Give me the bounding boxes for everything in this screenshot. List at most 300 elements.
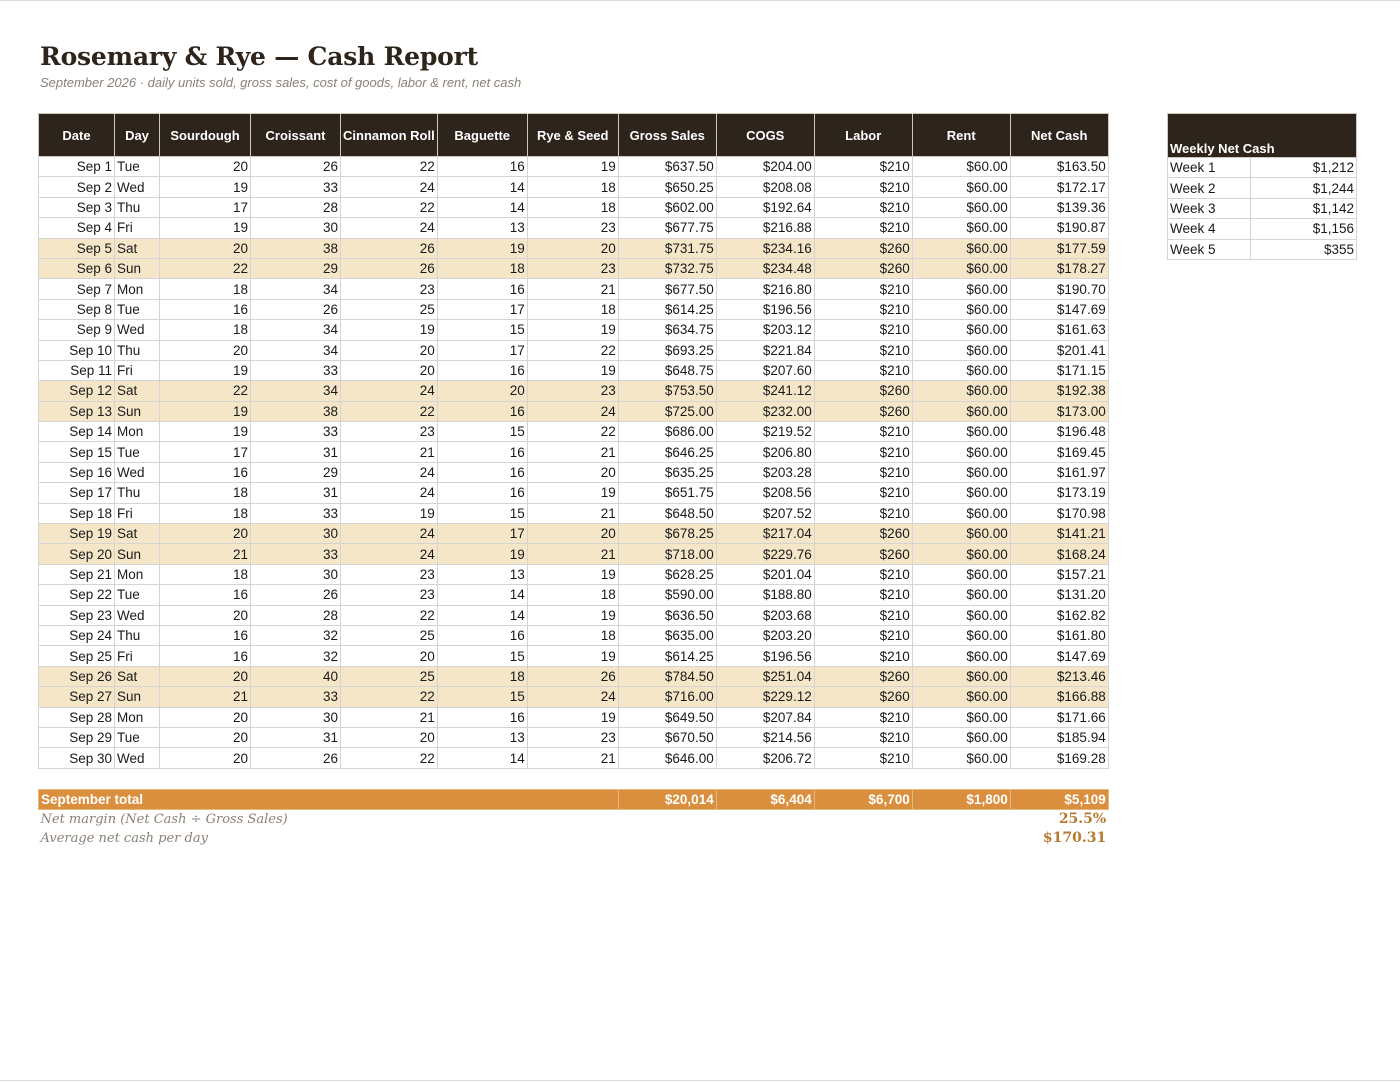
cell-day: Sun <box>115 544 160 564</box>
cell-croissant: 33 <box>251 422 341 442</box>
cell-rye-seed: 19 <box>527 707 618 727</box>
cell-day: Sun <box>115 687 160 707</box>
summary-label: Net margin (Net Cash ÷ Gross Sales) <box>40 811 288 827</box>
cell-labor: $210 <box>814 157 912 177</box>
cell-labor: $210 <box>814 483 912 503</box>
cell-net-cash: $173.19 <box>1010 483 1108 503</box>
cell-croissant: 31 <box>251 727 341 747</box>
cell-gross-sales: $634.75 <box>618 320 716 340</box>
cell-rye-seed: 22 <box>527 422 618 442</box>
cell-croissant: 31 <box>251 483 341 503</box>
weekly-row <box>1168 219 1357 239</box>
cell-baguette: 16 <box>437 483 527 503</box>
cell-baguette: 16 <box>437 279 527 299</box>
cell-rent: $60.00 <box>912 687 1010 707</box>
column-header-gross-sales: Gross Sales <box>618 114 716 157</box>
cell-date: Sep 30 <box>39 748 115 768</box>
cell-baguette: 16 <box>437 707 527 727</box>
table-row <box>39 381 1109 401</box>
cell-labor: $260 <box>814 258 912 278</box>
weekly-row <box>1168 178 1357 198</box>
cell-day: Thu <box>115 483 160 503</box>
cell-rye-seed: 19 <box>527 157 618 177</box>
cell-gross-sales: $602.00 <box>618 197 716 217</box>
cell-croissant: 29 <box>251 258 341 278</box>
cell-rye-seed: 18 <box>527 197 618 217</box>
summary-value: 25.5% <box>1058 811 1107 828</box>
cell-gross-sales: $651.75 <box>618 483 716 503</box>
cell-cinnamon-roll: 23 <box>341 585 438 605</box>
table-row <box>39 157 1109 177</box>
cell-rent: $60.00 <box>912 605 1010 625</box>
cell-cogs: $216.80 <box>716 279 814 299</box>
cell-sourdough: 16 <box>160 299 251 319</box>
cell-net-cash: $141.21 <box>1010 524 1108 544</box>
table-row <box>39 483 1109 503</box>
cell-cinnamon-roll: 22 <box>341 401 438 421</box>
cell-net-cash: $162.82 <box>1010 605 1108 625</box>
cell-rye-seed: 19 <box>527 646 618 666</box>
cell-date: Sep 28 <box>39 707 115 727</box>
cell-sourdough: 20 <box>160 727 251 747</box>
cell-baguette: 13 <box>437 564 527 584</box>
cell-rent: $60.00 <box>912 646 1010 666</box>
table-row <box>39 585 1109 605</box>
cell-gross-sales: $635.25 <box>618 462 716 482</box>
cell-cinnamon-roll: 21 <box>341 707 438 727</box>
cell-cinnamon-roll: 22 <box>341 605 438 625</box>
cell-croissant: 32 <box>251 646 341 666</box>
cell-net-cash: $170.98 <box>1010 503 1108 523</box>
cell-net-cash: $131.20 <box>1010 585 1108 605</box>
cell-gross-sales: $649.50 <box>618 707 716 727</box>
cell-cogs: $208.56 <box>716 483 814 503</box>
cell-croissant: 30 <box>251 524 341 544</box>
cell-sourdough: 19 <box>160 401 251 421</box>
cell-cogs: $229.76 <box>716 544 814 564</box>
september-total-row <box>39 789 1109 809</box>
cell-gross-sales: $678.25 <box>618 524 716 544</box>
cell-gross-sales: $628.25 <box>618 564 716 584</box>
cell-croissant: 26 <box>251 299 341 319</box>
cell-rye-seed: 21 <box>527 442 618 462</box>
table-row <box>39 238 1109 258</box>
cell-gross-sales: $590.00 <box>618 585 716 605</box>
cell-day: Sat <box>115 238 160 258</box>
cell-baguette: 14 <box>437 197 527 217</box>
cell-date: Sep 26 <box>39 666 115 686</box>
cell-labor: $210 <box>814 279 912 299</box>
cell-gross-sales: $716.00 <box>618 687 716 707</box>
cell-gross-sales: $753.50 <box>618 381 716 401</box>
cell-gross-sales: $614.25 <box>618 646 716 666</box>
cell-sourdough: 20 <box>160 238 251 258</box>
cell-cinnamon-roll: 25 <box>341 625 438 645</box>
cell-croissant: 32 <box>251 625 341 645</box>
weekly-row <box>1168 198 1357 218</box>
table-body <box>39 157 1109 848</box>
cell-sourdough: 21 <box>160 687 251 707</box>
cell-sourdough: 18 <box>160 564 251 584</box>
cell-gross-sales: $648.50 <box>618 503 716 523</box>
cell-day: Tue <box>115 585 160 605</box>
cell-net-cash: $161.80 <box>1010 625 1108 645</box>
cell-sourdough: 18 <box>160 503 251 523</box>
table-row <box>39 340 1109 360</box>
table-row <box>39 524 1109 544</box>
column-header-labor: Labor <box>814 114 912 157</box>
cell-croissant: 38 <box>251 401 341 421</box>
cell-sourdough: 22 <box>160 258 251 278</box>
cell-rent: $60.00 <box>912 585 1010 605</box>
table-row <box>39 462 1109 482</box>
cell-labor: $210 <box>814 564 912 584</box>
cell-croissant: 33 <box>251 177 341 197</box>
cell-rent: $60.00 <box>912 748 1010 768</box>
cell-cogs: $192.64 <box>716 197 814 217</box>
cell-rye-seed: 24 <box>527 687 618 707</box>
cell-croissant: 30 <box>251 707 341 727</box>
cell-net-cash: $168.24 <box>1010 544 1108 564</box>
cell-cogs: $217.04 <box>716 524 814 544</box>
cell-net-cash: $171.15 <box>1010 360 1108 380</box>
cell-labor: $260 <box>814 401 912 421</box>
cell-labor: $260 <box>814 544 912 564</box>
cell-day: Mon <box>115 422 160 442</box>
cell-gross-sales: $677.75 <box>618 218 716 238</box>
cell-sourdough: 16 <box>160 625 251 645</box>
cell-rye-seed: 24 <box>527 401 618 421</box>
cell-date: Sep 20 <box>39 544 115 564</box>
cell-cogs: $196.56 <box>716 646 814 666</box>
cell-day: Fri <box>115 646 160 666</box>
cell-day: Mon <box>115 564 160 584</box>
cell-day: Tue <box>115 299 160 319</box>
cell-rye-seed: 26 <box>527 666 618 686</box>
cell-cinnamon-roll: 20 <box>341 727 438 747</box>
cell-croissant: 33 <box>251 544 341 564</box>
cell-rent: $60.00 <box>912 177 1010 197</box>
cell-cinnamon-roll: 19 <box>341 503 438 523</box>
cell-labor: $210 <box>814 422 912 442</box>
cell-rye-seed: 23 <box>527 381 618 401</box>
cell-date: Sep 23 <box>39 605 115 625</box>
cell-baguette: 14 <box>437 177 527 197</box>
cell-date: Sep 10 <box>39 340 115 360</box>
cell-sourdough: 19 <box>160 218 251 238</box>
cell-sourdough: 19 <box>160 422 251 442</box>
column-header-sourdough: Sourdough <box>160 114 251 157</box>
cell-date: Sep 27 <box>39 687 115 707</box>
cell-rent: $60.00 <box>912 544 1010 564</box>
cell-cogs: $241.12 <box>716 381 814 401</box>
cell-labor: $210 <box>814 503 912 523</box>
cell-net-cash: $177.59 <box>1010 238 1108 258</box>
cell-rye-seed: 20 <box>527 462 618 482</box>
cell-rye-seed: 19 <box>527 320 618 340</box>
cell-rye-seed: 21 <box>527 503 618 523</box>
cell-date: Sep 6 <box>39 258 115 278</box>
cell-sourdough: 17 <box>160 442 251 462</box>
cell-rye-seed: 20 <box>527 524 618 544</box>
cell-net-cash: $163.50 <box>1010 157 1108 177</box>
cell-cinnamon-roll: 24 <box>341 483 438 503</box>
cell-net-cash: $196.48 <box>1010 422 1108 442</box>
cell-croissant: 26 <box>251 585 341 605</box>
cell-gross-sales: $646.00 <box>618 748 716 768</box>
table-row <box>39 218 1109 238</box>
cell-croissant: 34 <box>251 381 341 401</box>
cell-cogs: $203.12 <box>716 320 814 340</box>
cell-cogs: $207.84 <box>716 707 814 727</box>
weekly-table-body <box>1168 158 1357 260</box>
week-net-cash: $355 <box>1251 239 1357 259</box>
cell-labor: $260 <box>814 238 912 258</box>
cell-date: Sep 7 <box>39 279 115 299</box>
cell-net-cash: $166.88 <box>1010 687 1108 707</box>
cell-baguette: 15 <box>437 320 527 340</box>
cell-baguette: 14 <box>437 748 527 768</box>
cell-rye-seed: 19 <box>527 483 618 503</box>
cell-rye-seed: 23 <box>527 258 618 278</box>
cell-labor: $260 <box>814 381 912 401</box>
cell-date: Sep 13 <box>39 401 115 421</box>
cell-sourdough: 18 <box>160 279 251 299</box>
cell-sourdough: 18 <box>160 320 251 340</box>
cell-day: Sat <box>115 524 160 544</box>
cell-gross-sales: $732.75 <box>618 258 716 278</box>
column-header-net-cash: Net Cash <box>1010 114 1108 157</box>
cell-labor: $210 <box>814 442 912 462</box>
cell-cinnamon-roll: 22 <box>341 687 438 707</box>
cell-cogs: $229.12 <box>716 687 814 707</box>
report-title: Rosemary & Rye — Cash Report <box>40 42 478 71</box>
cell-gross-sales: $614.25 <box>618 299 716 319</box>
cell-rent: $60.00 <box>912 320 1010 340</box>
cell-cinnamon-roll: 20 <box>341 646 438 666</box>
cell-sourdough: 20 <box>160 605 251 625</box>
cell-cinnamon-roll: 22 <box>341 197 438 217</box>
cell-labor: $210 <box>814 727 912 747</box>
cell-rye-seed: 23 <box>527 218 618 238</box>
total-rent: $1,800 <box>912 789 1010 809</box>
table-row <box>39 320 1109 340</box>
cell-croissant: 28 <box>251 197 341 217</box>
column-header-rye-seed: Rye & Seed <box>527 114 618 157</box>
cell-sourdough: 21 <box>160 544 251 564</box>
cell-day: Tue <box>115 442 160 462</box>
cell-croissant: 33 <box>251 360 341 380</box>
cell-day: Fri <box>115 503 160 523</box>
cell-croissant: 34 <box>251 320 341 340</box>
cell-baguette: 19 <box>437 544 527 564</box>
page-top-border <box>0 0 1400 1</box>
cell-sourdough: 16 <box>160 646 251 666</box>
cell-sourdough: 20 <box>160 707 251 727</box>
cell-net-cash: $147.69 <box>1010 646 1108 666</box>
cell-labor: $210 <box>814 197 912 217</box>
cell-day: Tue <box>115 157 160 177</box>
week-net-cash: $1,142 <box>1251 198 1357 218</box>
cell-gross-sales: $718.00 <box>618 544 716 564</box>
summary-value: $170.31 <box>1042 830 1107 847</box>
summary-row <box>39 829 1109 848</box>
cell-cinnamon-roll: 19 <box>341 320 438 340</box>
cell-day: Wed <box>115 605 160 625</box>
cell-croissant: 26 <box>251 157 341 177</box>
cell-net-cash: $192.38 <box>1010 381 1108 401</box>
cell-rent: $60.00 <box>912 727 1010 747</box>
cell-sourdough: 19 <box>160 177 251 197</box>
cell-cinnamon-roll: 20 <box>341 340 438 360</box>
cell-net-cash: $169.45 <box>1010 442 1108 462</box>
total-label: September total <box>39 789 619 809</box>
column-header-baguette: Baguette <box>437 114 527 157</box>
total-cogs: $6,404 <box>716 789 814 809</box>
cell-date: Sep 14 <box>39 422 115 442</box>
cell-day: Wed <box>115 177 160 197</box>
cell-labor: $260 <box>814 687 912 707</box>
cell-labor: $260 <box>814 524 912 544</box>
cell-net-cash: $173.00 <box>1010 401 1108 421</box>
cell-cogs: $206.80 <box>716 442 814 462</box>
cell-labor: $210 <box>814 340 912 360</box>
cell-cogs: $203.28 <box>716 462 814 482</box>
cell-baguette: 16 <box>437 360 527 380</box>
total-labor: $6,700 <box>814 789 912 809</box>
week-label: Week 2 <box>1168 178 1251 198</box>
week-label: Week 4 <box>1168 219 1251 239</box>
cell-date: Sep 15 <box>39 442 115 462</box>
cell-cogs: $216.88 <box>716 218 814 238</box>
cell-net-cash: $147.69 <box>1010 299 1108 319</box>
cell-labor: $210 <box>814 748 912 768</box>
cell-net-cash: $190.70 <box>1010 279 1108 299</box>
cell-baguette: 13 <box>437 727 527 747</box>
column-header-cinnamon-roll: Cinnamon Roll <box>341 114 438 157</box>
table-row <box>39 442 1109 462</box>
table-row <box>39 299 1109 319</box>
table-row <box>39 544 1109 564</box>
table-row <box>39 707 1109 727</box>
cell-croissant: 31 <box>251 442 341 462</box>
cell-day: Thu <box>115 625 160 645</box>
cell-net-cash: $213.46 <box>1010 666 1108 686</box>
cell-cinnamon-roll: 25 <box>341 299 438 319</box>
table-row <box>39 503 1109 523</box>
cell-net-cash: $185.94 <box>1010 727 1108 747</box>
weekly-row <box>1168 158 1357 178</box>
cell-labor: $210 <box>814 462 912 482</box>
cell-gross-sales: $784.50 <box>618 666 716 686</box>
cell-day: Fri <box>115 360 160 380</box>
cell-rent: $60.00 <box>912 157 1010 177</box>
cell-cinnamon-roll: 21 <box>341 442 438 462</box>
table-row <box>39 279 1109 299</box>
cell-date: Sep 21 <box>39 564 115 584</box>
cell-cogs: $232.00 <box>716 401 814 421</box>
cell-cogs: $219.52 <box>716 422 814 442</box>
cell-baguette: 15 <box>437 687 527 707</box>
cell-croissant: 30 <box>251 218 341 238</box>
cell-cinnamon-roll: 24 <box>341 218 438 238</box>
week-label: Week 5 <box>1168 239 1251 259</box>
cell-cinnamon-roll: 24 <box>341 462 438 482</box>
cell-cogs: $251.04 <box>716 666 814 686</box>
cell-cinnamon-roll: 24 <box>341 381 438 401</box>
cell-sourdough: 16 <box>160 462 251 482</box>
cell-sourdough: 20 <box>160 157 251 177</box>
cell-date: Sep 8 <box>39 299 115 319</box>
table-row <box>39 197 1109 217</box>
cell-rent: $60.00 <box>912 197 1010 217</box>
cell-date: Sep 5 <box>39 238 115 258</box>
cell-cogs: $203.68 <box>716 605 814 625</box>
week-label: Week 3 <box>1168 198 1251 218</box>
week-net-cash: $1,212 <box>1251 158 1357 178</box>
cell-cogs: $221.84 <box>716 340 814 360</box>
cell-rye-seed: 18 <box>527 177 618 197</box>
cell-baguette: 19 <box>437 238 527 258</box>
cell-croissant: 29 <box>251 462 341 482</box>
cell-baguette: 17 <box>437 340 527 360</box>
cell-baguette: 15 <box>437 422 527 442</box>
cell-croissant: 28 <box>251 605 341 625</box>
cell-cinnamon-roll: 22 <box>341 748 438 768</box>
cell-cogs: $207.60 <box>716 360 814 380</box>
cell-baguette: 17 <box>437 299 527 319</box>
cell-sourdough: 18 <box>160 483 251 503</box>
cell-croissant: 33 <box>251 687 341 707</box>
cell-gross-sales: $635.00 <box>618 625 716 645</box>
cell-croissant: 26 <box>251 748 341 768</box>
table-row <box>39 422 1109 442</box>
cell-croissant: 34 <box>251 279 341 299</box>
cell-baguette: 14 <box>437 585 527 605</box>
cell-labor: $210 <box>814 360 912 380</box>
cell-rye-seed: 19 <box>527 605 618 625</box>
cell-cogs: $204.00 <box>716 157 814 177</box>
table-header-row <box>39 114 1109 157</box>
cell-rent: $60.00 <box>912 401 1010 421</box>
cell-rent: $60.00 <box>912 238 1010 258</box>
cell-rye-seed: 21 <box>527 748 618 768</box>
cell-date: Sep 19 <box>39 524 115 544</box>
cell-cogs: $234.48 <box>716 258 814 278</box>
cell-cinnamon-roll: 24 <box>341 544 438 564</box>
cell-labor: $210 <box>814 320 912 340</box>
cell-rent: $60.00 <box>912 360 1010 380</box>
column-header-rent: Rent <box>912 114 1010 157</box>
cell-sourdough: 20 <box>160 666 251 686</box>
cell-rent: $60.00 <box>912 279 1010 299</box>
column-header-date: Date <box>39 114 115 157</box>
cell-rent: $60.00 <box>912 299 1010 319</box>
cell-cinnamon-roll: 26 <box>341 238 438 258</box>
cell-rent: $60.00 <box>912 462 1010 482</box>
cell-date: Sep 24 <box>39 625 115 645</box>
cell-cinnamon-roll: 23 <box>341 279 438 299</box>
cell-baguette: 16 <box>437 401 527 421</box>
cell-gross-sales: $670.50 <box>618 727 716 747</box>
cell-rent: $60.00 <box>912 666 1010 686</box>
table-row <box>39 401 1109 421</box>
cell-sourdough: 17 <box>160 197 251 217</box>
cell-gross-sales: $650.25 <box>618 177 716 197</box>
cell-rye-seed: 18 <box>527 585 618 605</box>
cell-date: Sep 12 <box>39 381 115 401</box>
total-gross-sales: $20,014 <box>618 789 716 809</box>
